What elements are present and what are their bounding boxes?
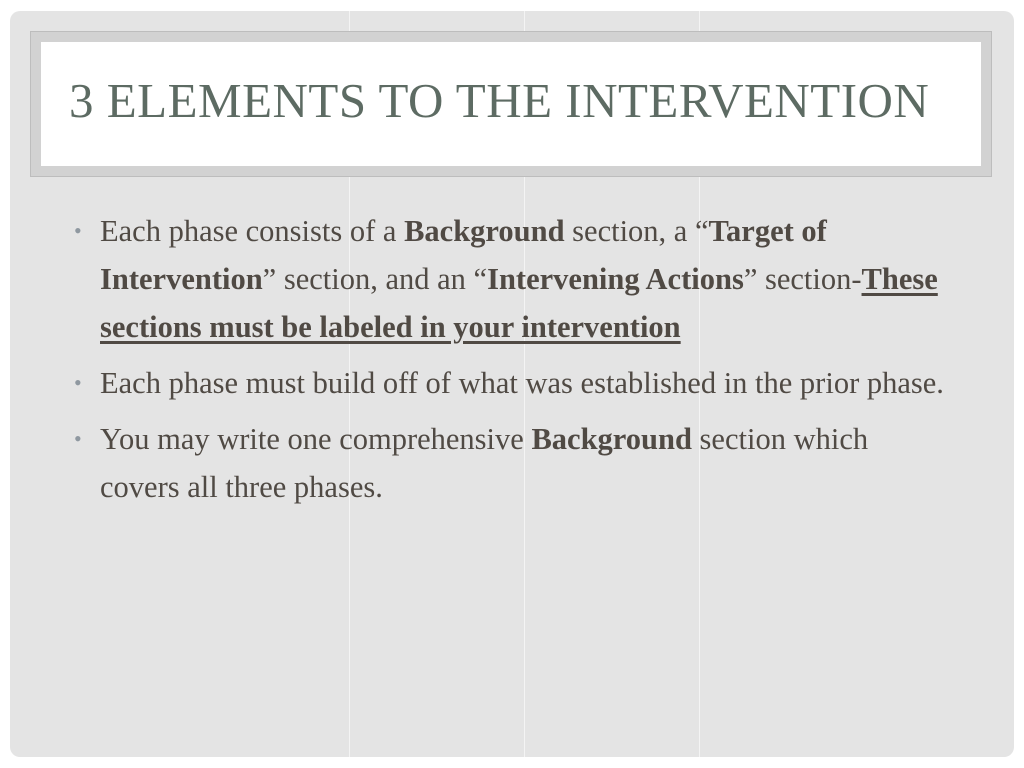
title-box (41, 42, 981, 166)
bullet-text: ” section, and an “ (262, 262, 488, 296)
bold-text: Intervening Actions (487, 262, 744, 296)
bullet-text: ” section- (743, 262, 862, 296)
bold-text: Target of Intervention (100, 214, 827, 296)
bullet-text: You may write one comprehensive (100, 422, 532, 456)
bullet-dot-icon: • (74, 218, 82, 243)
bullet-text: section, a “ (564, 214, 709, 248)
bullet-item (70, 415, 950, 511)
bullet-text: Each phase consists of a (100, 214, 405, 248)
bold-text: Background (531, 422, 692, 456)
bullet-dot-icon: • (74, 370, 82, 395)
bullet-text: Each phase must build off of what was established in the prior phase. (100, 366, 944, 400)
bullet-item (70, 207, 950, 351)
slide-title: 3 ELEMENTS TO THE INTERVENTION (69, 73, 930, 128)
bold-text: Background (404, 214, 565, 248)
bullet-text: section which covers all three phases. (100, 422, 869, 504)
underlined-bold-text: These sections must be labeled in your intervention (100, 262, 938, 344)
slide (10, 11, 1014, 757)
bullet-dot-icon: • (74, 426, 82, 451)
bullet-list (70, 207, 950, 519)
bullet-item (70, 359, 950, 407)
title-frame (30, 31, 992, 177)
